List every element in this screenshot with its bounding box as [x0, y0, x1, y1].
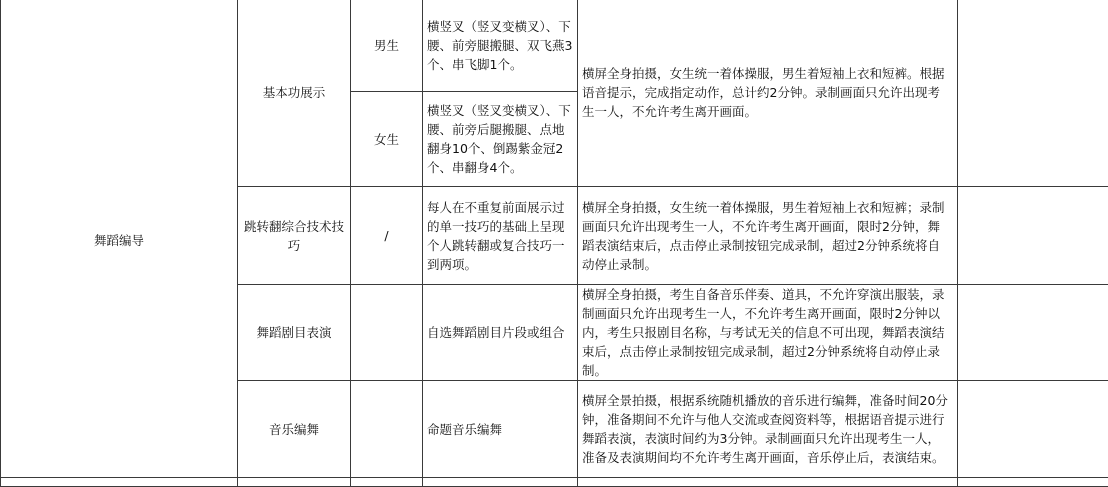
item-cell-dance-repertoire	[237, 284, 351, 381]
requirement-cell-dance-repertoire	[577, 284, 958, 381]
content-text: 横竖叉（竖叉变横叉）、下腰、前旁腿搬腿、双飞燕3个、串飞脚1个。	[427, 18, 573, 72]
requirement-text: 横屏全身拍摄，女生统一着体操服，男生着短袖上衣和短裤。根据语音提示，完成指定动作，总计约2分钟。录制画面只允许出现考生一人，不允许考生离开画面。	[582, 66, 945, 119]
requirement-text: 横屏全身拍摄，女生统一着体操服，男生着短袖上衣和短裤；录制画面只允许出现考生一人，不允许考生离开画面，限时2分钟，舞蹈表演结束后，点击停止录制按钮完成录制，超过2分钟系统将自动停止录制。	[582, 199, 945, 272]
next-row-item-cell	[237, 477, 351, 487]
item-label: 音乐编舞	[268, 421, 319, 437]
content-cell-jump-turn-flip	[422, 186, 578, 285]
content-text: 每人在不重复前面展示过的单一技巧的基础上呈现个人跳转翻或复合技巧一到两项。	[427, 199, 565, 272]
gender-cell-male	[350, 0, 423, 92]
content-text: 命题音乐编舞	[427, 421, 503, 437]
item-label: 舞蹈剧目表演	[256, 325, 332, 340]
category-cell	[0, 0, 238, 483]
item-cell-basic-skills	[237, 0, 351, 187]
extra-cell-4	[957, 380, 1108, 478]
extra-cell-2	[957, 186, 1108, 285]
content-cell-female	[422, 91, 578, 187]
next-row-requirement-cell	[577, 477, 958, 487]
requirement-text: 横屏全景拍摄，根据系统随机播放的音乐进行编舞，准备时间20分钟，准备期间不允许与他人交流或查阅资料等，根据语音提示进行舞蹈表演，表演时间约为3分钟。录制画面只允许出现考生一人，准备及表演期间均不允许考生离开画面，音乐停止后，表演结束。	[582, 393, 948, 465]
gender-cell-none	[350, 186, 423, 285]
next-row-category-cell	[0, 477, 238, 487]
extra-cell-1	[957, 0, 1108, 187]
gender-label: 男生	[373, 37, 399, 53]
content-cell-music-choreography	[422, 380, 578, 478]
requirement-text: 横屏全身拍摄，考生自备音乐伴奏、道具，不允许穿演出服装，录制画面只允许出现考生一人，不允许考生离开画面，限时2分钟以内，考生只报剧目名称，与考试无关的信息不可出现，舞蹈表演结束后，点击停止录制按钮完成录制，超过2分钟系统将自动停止录制。	[582, 287, 945, 378]
requirement-cell-basic-skills	[577, 0, 958, 187]
next-row-extra-cell	[957, 477, 1108, 487]
gender-cell-empty-3	[350, 284, 423, 381]
content-cell-male	[422, 0, 578, 92]
content-text: 横竖叉（竖叉变横叉）、下腰、前旁后腿搬腿、点地翻身10个、倒踢紫金冠2个、串翻身4个。	[427, 103, 571, 175]
item-cell-music-choreography	[237, 380, 351, 478]
requirement-cell-jump-turn-flip	[577, 186, 958, 285]
item-label: 跳转翻综合技术技巧	[243, 218, 344, 253]
gender-label: 女生	[373, 131, 399, 147]
requirement-cell-music-choreography	[577, 380, 958, 478]
content-text: 自选舞蹈剧目片段或组合	[427, 325, 565, 340]
extra-cell-3	[957, 284, 1108, 381]
gender-label: /	[384, 228, 389, 243]
item-label: 基本功展示	[262, 85, 326, 100]
next-row-gender-cell	[350, 477, 423, 487]
item-cell-jump-turn-flip	[237, 186, 351, 285]
next-row-content-cell	[422, 477, 578, 487]
gender-cell-empty-4	[350, 380, 423, 478]
content-cell-dance-repertoire	[422, 284, 578, 381]
gender-cell-female	[350, 91, 423, 187]
category-label: 舞蹈编导	[93, 233, 144, 248]
